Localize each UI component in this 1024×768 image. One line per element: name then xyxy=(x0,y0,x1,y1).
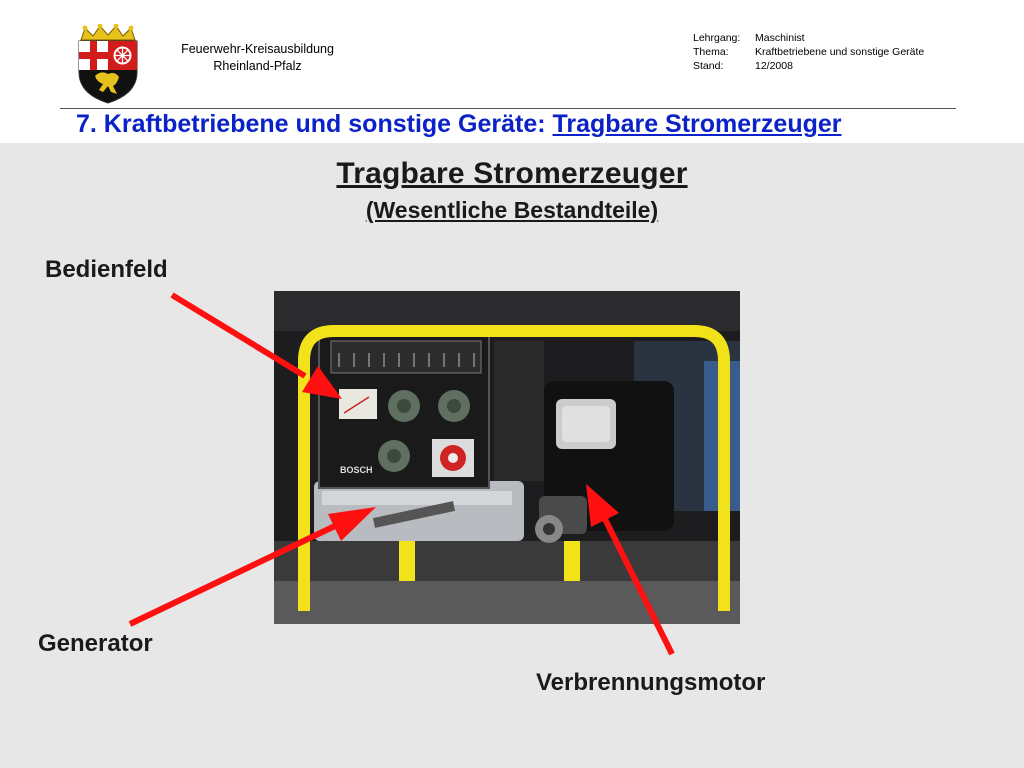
rhineland-palatinate-coat-of-arms-icon xyxy=(73,24,143,104)
generator-photo xyxy=(274,291,740,624)
photo-brand-label: BOSCH xyxy=(340,465,373,475)
meta-value: Kraftbetriebene und sonstige Geräte xyxy=(755,46,925,58)
slide-heading: Tragbare Stromerzeuger xyxy=(336,157,688,190)
meta-value: 12/2008 xyxy=(755,60,793,72)
meta-key: Lehrgang: xyxy=(693,32,741,44)
label-engine: Verbrennungsmotor xyxy=(536,669,766,696)
meta-row-topic xyxy=(693,45,924,59)
slide-header xyxy=(0,0,1024,143)
header-divider xyxy=(60,108,956,109)
meta-row-status xyxy=(693,59,924,73)
organization-name xyxy=(150,41,365,75)
slide-content xyxy=(0,143,1024,768)
title-prefix: 7. Kraftbetriebene und sonstige Geräte: xyxy=(76,110,546,138)
course-meta xyxy=(693,31,924,73)
organization-line-2: Rheinland-Pfalz xyxy=(213,59,302,73)
title-link[interactable]: Tragbare Stromerzeuger xyxy=(552,110,842,138)
organization-line-1: Feuerwehr-Kreisausbildung xyxy=(181,42,334,56)
meta-key: Thema: xyxy=(693,46,729,58)
meta-value: Maschinist xyxy=(755,32,805,44)
meta-key: Stand: xyxy=(693,60,724,72)
label-control-panel: Bedienfeld xyxy=(45,256,168,283)
slide-subheading: (Wesentliche Bestandteile) xyxy=(365,197,659,223)
label-generator: Generator xyxy=(38,630,153,657)
page-title xyxy=(76,110,842,139)
meta-row-course xyxy=(693,31,924,45)
